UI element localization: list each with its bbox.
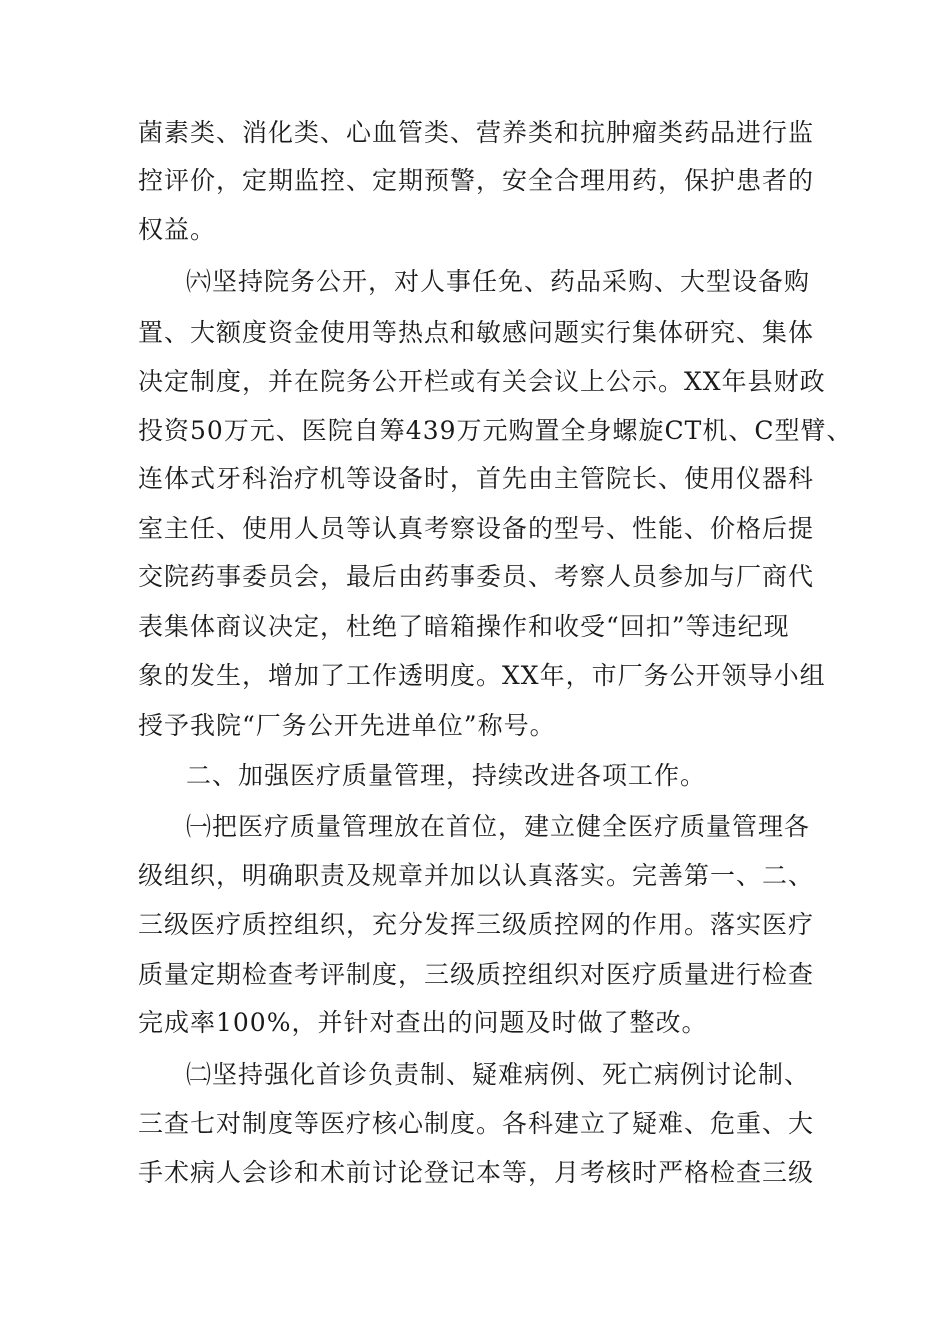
section-heading-2: 二、加强医疗质量管理，持续改进各项工作。 — [186, 761, 707, 790]
text-line-9: 室主任、使用人员等认真考察设备的型号、性能、价格后提 — [138, 514, 815, 543]
text-line-13: 授予我院“厂务公开先进单位”称号。 — [138, 711, 556, 740]
paragraph-1-line-1: ㈠把医疗质量管理放在首位，建立健全医疗质量管理各 — [186, 812, 811, 841]
text-line-8: 连体式牙科治疗机等设备时，首先由主管院长、使用仪器科 — [138, 464, 815, 493]
text-line-1: 菌素类、消化类、心血管类、营养类和抗肿瘤类药品进行监 — [138, 118, 815, 147]
text-line-12: 象的发生，增加了工作透明度。XX年，市厂务公开领导小组 — [138, 661, 826, 690]
text-line-22: 手术病人会诊和术前讨论登记本等，月考核时严格检查三级 — [138, 1158, 815, 1187]
text-line-7: 投资50万元、医院自筹439万元购置全身螺旋CT机、C型臂、 — [138, 416, 853, 445]
text-line-3: 权益。 — [138, 215, 217, 244]
paragraph-6-line-1: ㈥坚持院务公开，对人事任免、药品采购、大型设备购 — [186, 267, 811, 296]
text-line-6: 决定制度，并在院务公开栏或有关会议上公示。XX年县财政 — [138, 367, 826, 396]
text-line-5: 置、大额度资金使用等热点和敏感问题实行集体研究、集体 — [138, 318, 815, 347]
text-line-17: 三级医疗质控组织，充分发挥三级质控网的作用。落实医疗 — [138, 910, 815, 939]
text-line-10: 交院药事委员会，最后由药事委员、考察人员参加与厂商代 — [138, 562, 815, 591]
text-line-19: 完成率100%，并针对查出的问题及时做了整改。 — [138, 1008, 708, 1037]
text-line-2: 控评价，定期监控、定期预警，安全合理用药，保护患者的 — [138, 166, 815, 195]
text-line-18: 质量定期检查考评制度，三级质控组织对医疗质量进行检查 — [138, 960, 815, 989]
text-line-21: 三查七对制度等医疗核心制度。各科建立了疑难、危重、大 — [138, 1109, 815, 1138]
paragraph-2-line-1: ㈡坚持强化首诊负责制、疑难病例、死亡病例讨论制、 — [186, 1060, 811, 1089]
text-line-11: 表集体商议决定，杜绝了暗箱操作和收受“回扣”等违纪现 — [138, 612, 790, 641]
text-line-16: 级组织，明确职责及规章并加以认真落实。完善第一、二、 — [138, 861, 815, 890]
